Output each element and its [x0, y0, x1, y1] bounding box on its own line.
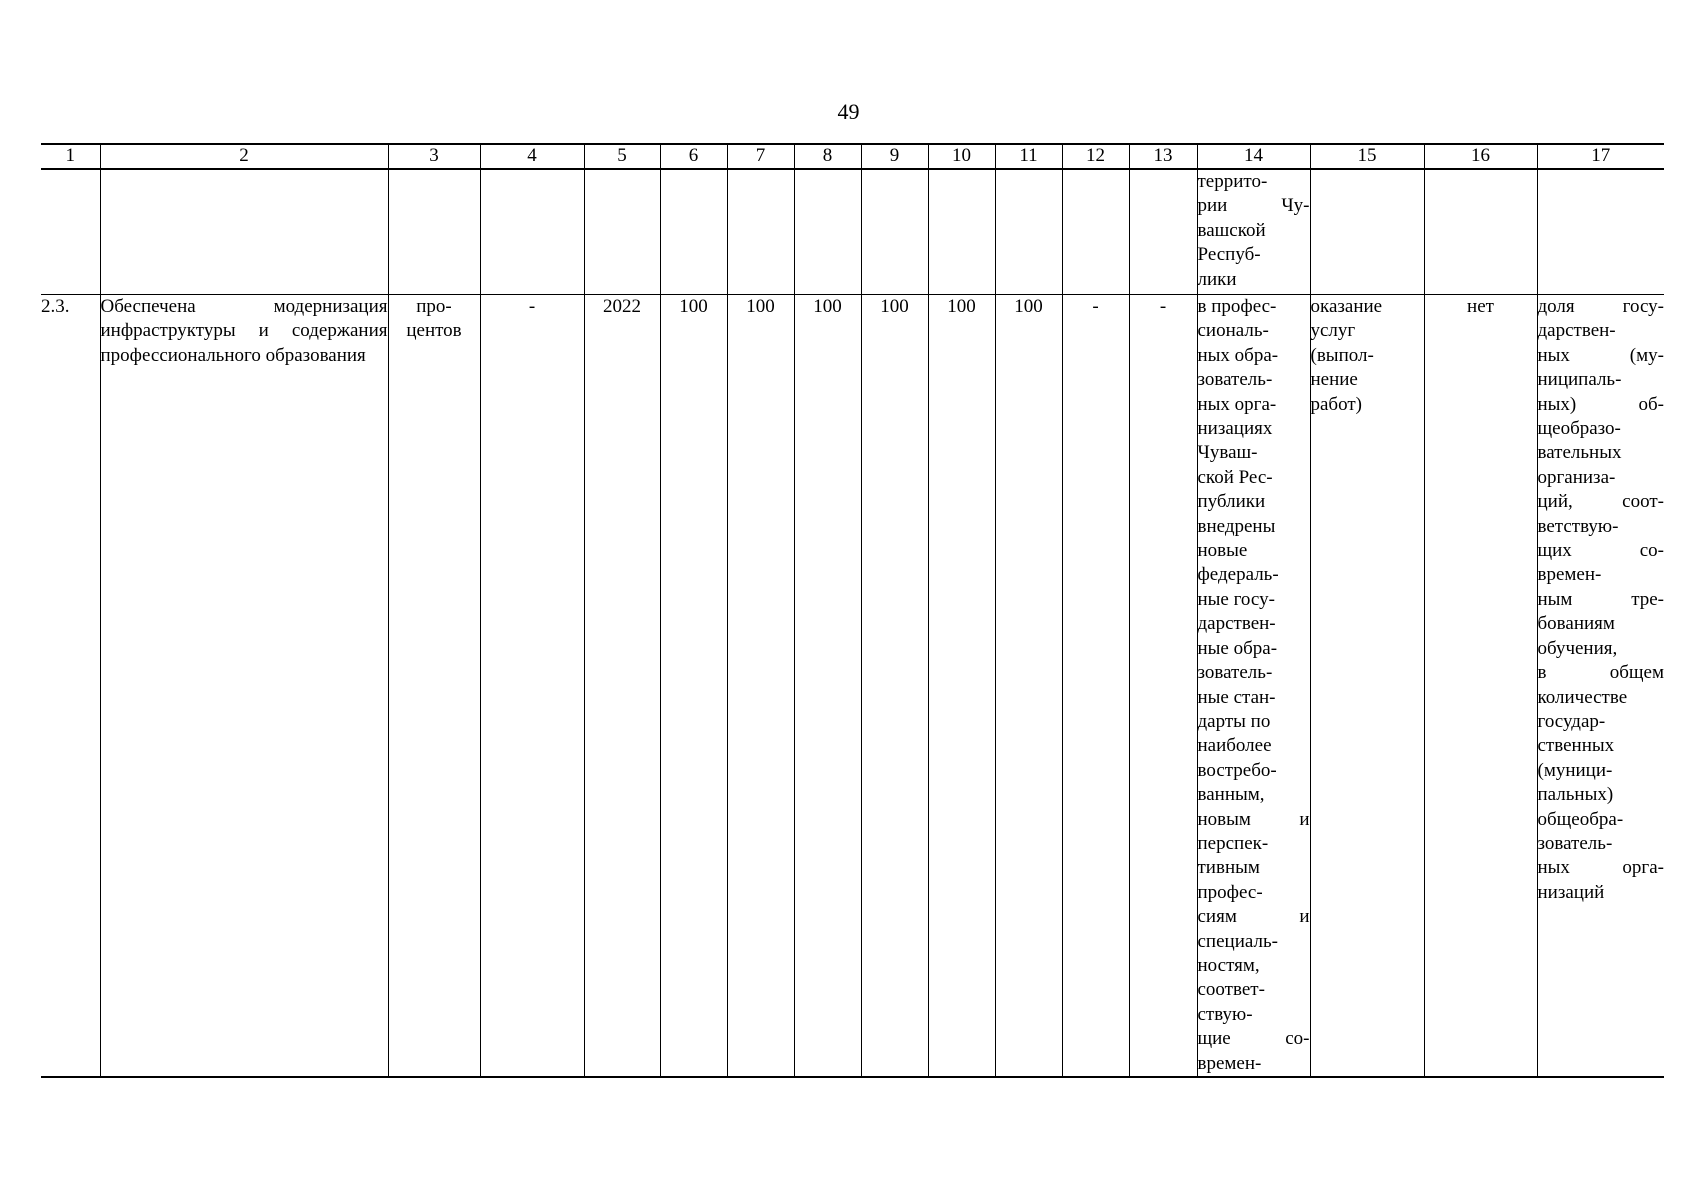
- column-number: 4: [480, 144, 584, 169]
- cell-line: публики: [1197, 491, 1266, 513]
- cell-line: (выпол-: [1310, 344, 1374, 366]
- cell-line: в профес-: [1197, 296, 1277, 317]
- indicators-table: [41, 143, 1664, 1078]
- column-number: 6: [660, 144, 727, 169]
- cell-line: бованиям: [1537, 613, 1615, 635]
- column-number: 3: [388, 144, 480, 169]
- indicator-description: [1537, 295, 1664, 1078]
- cell-12: -: [1062, 295, 1129, 1078]
- cell-line: федераль-: [1197, 564, 1279, 586]
- cell-line: времен-: [1197, 1052, 1262, 1074]
- cell-line: террито-: [1197, 171, 1268, 192]
- cell-line: щих со-: [1537, 540, 1664, 562]
- cell-line: времен-: [1537, 564, 1602, 586]
- cell-line: ные обра-: [1197, 637, 1278, 659]
- cell-line: вательных: [1537, 442, 1622, 464]
- cell-line: работ): [1310, 393, 1362, 415]
- cell-line: щие со-: [1197, 1028, 1310, 1050]
- cell-line: (муници-: [1537, 759, 1613, 781]
- cell-line: щеобразо-: [1537, 418, 1621, 440]
- column-number: 2: [100, 144, 388, 169]
- cell-line: ванным,: [1197, 784, 1265, 806]
- cell-line: общеобра-: [1537, 808, 1624, 830]
- value-cell: 100: [995, 295, 1062, 1078]
- cell-line: вашской: [1197, 219, 1266, 241]
- cell-line: обучения,: [1537, 637, 1618, 659]
- unit-cell: [388, 295, 480, 1078]
- value-cell: 100: [794, 295, 861, 1078]
- value-cell: 100: [660, 295, 727, 1078]
- cell-line: ветствую-: [1537, 515, 1619, 537]
- cell-line: ных (му-: [1537, 344, 1664, 366]
- column-number: 15: [1310, 144, 1424, 169]
- cell-line: оказание: [1310, 296, 1383, 317]
- cell-line: новые: [1197, 540, 1248, 562]
- cell-line: ных) об-: [1537, 393, 1664, 415]
- cell-line: востребо-: [1197, 759, 1277, 781]
- row-number: 2.3.: [41, 295, 100, 1078]
- cell-line: зователь-: [1197, 369, 1273, 391]
- cell-line: зователь-: [1197, 662, 1273, 684]
- cell-line: в общем: [1537, 662, 1664, 684]
- cell-line: ций, соот-: [1537, 491, 1664, 513]
- year-cell: 2022: [584, 295, 660, 1078]
- cell-line: ниципаль-: [1537, 369, 1622, 391]
- cell-line: низациях: [1197, 418, 1273, 440]
- cell-line: пальных): [1537, 784, 1614, 806]
- value-cell: 100: [727, 295, 794, 1078]
- cell-line: сиям и: [1197, 906, 1310, 928]
- cell-line: дарствен-: [1197, 613, 1276, 635]
- cell-line: государ-: [1537, 710, 1606, 732]
- cell-line: ственных: [1537, 735, 1615, 757]
- cell-line: Респуб-: [1197, 244, 1261, 266]
- cell-line: ные госу-: [1197, 588, 1275, 610]
- cell-line: ных обра-: [1197, 344, 1279, 366]
- unit-line: про-: [416, 296, 452, 317]
- column-number: 12: [1062, 144, 1129, 169]
- indicator-name: Обеспечена модернизация инфраструктуры и содержания профессионального образования: [100, 295, 388, 1078]
- cell-line: нение: [1310, 369, 1358, 391]
- value-cell: 100: [861, 295, 928, 1078]
- cell-13: -: [1129, 295, 1197, 1078]
- column-number: 16: [1424, 144, 1537, 169]
- value-cell: 100: [928, 295, 995, 1078]
- column-number: 9: [861, 144, 928, 169]
- cell-line: дарствен-: [1537, 320, 1616, 342]
- page-number: 49: [837, 99, 860, 124]
- cell-line: наиболее: [1197, 735, 1272, 757]
- cell-line: профес-: [1197, 881, 1263, 903]
- cell-16: нет: [1424, 295, 1537, 1078]
- column-number: 7: [727, 144, 794, 169]
- cell-line: сиональ-: [1197, 320, 1269, 342]
- column-number: 17: [1537, 144, 1664, 169]
- result-description: [1197, 295, 1310, 1078]
- cell-4: -: [480, 295, 584, 1078]
- column-number-row: [41, 144, 1664, 169]
- cell-line: ных орга-: [1537, 857, 1664, 879]
- cell-line: ствую-: [1197, 1003, 1253, 1025]
- cell-line: зователь-: [1537, 832, 1613, 854]
- cell-line: внедрены: [1197, 515, 1276, 537]
- column-number: 5: [584, 144, 660, 169]
- cell-line: тивным: [1197, 857, 1260, 879]
- cell-line: количестве: [1537, 686, 1628, 708]
- column-number: 14: [1197, 144, 1310, 169]
- cell-line: ностям,: [1197, 954, 1260, 976]
- cell-line: ской Рес-: [1197, 466, 1273, 488]
- continued-row: [41, 169, 1664, 295]
- cell-line: организа-: [1537, 466, 1616, 488]
- cell-line: ным тре-: [1537, 588, 1664, 610]
- cell-line: Чуваш-: [1197, 442, 1258, 464]
- cell-line: услуг: [1310, 320, 1356, 342]
- cell-line: перспек-: [1197, 832, 1269, 854]
- table-row: [41, 295, 1664, 1078]
- cell-line: специаль-: [1197, 930, 1278, 952]
- cell-line: лики: [1197, 268, 1237, 290]
- column-number: 13: [1129, 144, 1197, 169]
- column-number: 11: [995, 144, 1062, 169]
- cell-line: новым и: [1197, 808, 1310, 830]
- column-number: 10: [928, 144, 995, 169]
- cell-line: ные стан-: [1197, 686, 1276, 708]
- column-number: 1: [41, 144, 100, 169]
- unit-line: центов: [406, 320, 462, 342]
- measure-type: [1310, 295, 1424, 1078]
- cell-line: рии Чу-: [1197, 195, 1310, 217]
- column-number: 8: [794, 144, 861, 169]
- cell-line: ных орга-: [1197, 393, 1277, 415]
- cell-line: дарты по: [1197, 710, 1271, 732]
- cell-line: доля госу-: [1537, 296, 1664, 317]
- continued-cell-14: [1197, 169, 1310, 295]
- cell-line: соответ-: [1197, 979, 1265, 1001]
- cell-line: низаций: [1537, 881, 1605, 903]
